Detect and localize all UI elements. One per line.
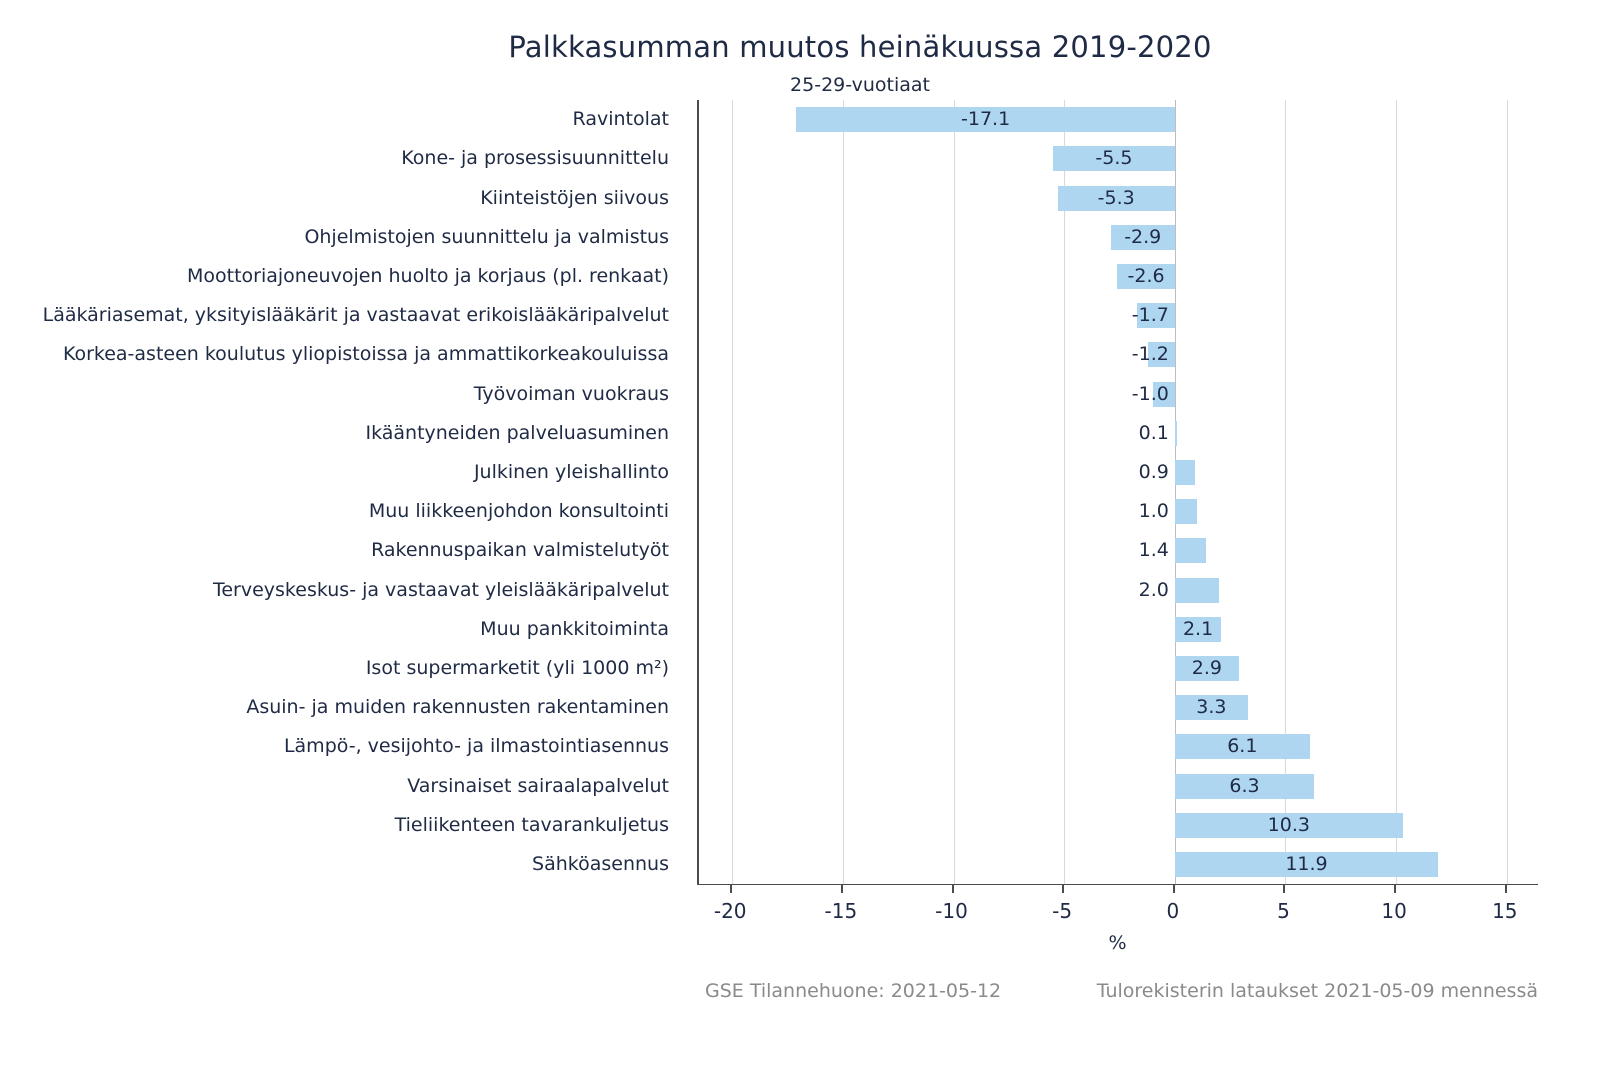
- x-tick-label: 10: [1381, 899, 1407, 923]
- bar-value-label: -1.0: [1131, 382, 1169, 405]
- x-tick--15: [841, 884, 843, 893]
- x-tick--5: [1062, 884, 1064, 893]
- chart-footer: [697, 980, 1538, 1002]
- bar-row: [699, 101, 1538, 138]
- bar-value-label: 2.1: [1182, 617, 1214, 640]
- bar-row: [699, 415, 1538, 452]
- category-label: Isot supermarketit (yli 1000 m²): [365, 656, 669, 679]
- category-label: Julkinen yleishallinto: [473, 460, 669, 483]
- bar-value-label: 0.1: [1138, 421, 1169, 444]
- bar-value-label: 10.3: [1267, 813, 1310, 836]
- bar-row: [699, 297, 1538, 334]
- gridline--10: [954, 100, 955, 884]
- bar-value-label: 3.3: [1196, 696, 1227, 719]
- category-label: Ohjelmistojen suunnittelu ja valmistus: [304, 225, 669, 248]
- x-tick-label: 15: [1492, 899, 1518, 923]
- bar: [1175, 538, 1206, 563]
- x-tick-label: -10: [935, 899, 968, 923]
- bar-row: [699, 336, 1538, 373]
- bar-row: [699, 728, 1538, 765]
- bar-value-label: -2.9: [1124, 225, 1162, 248]
- category-label: Moottoriajoneuvojen huolto ja korjaus (pl. renkaat): [187, 264, 669, 287]
- category-label: Muu pankkitoiminta: [480, 617, 669, 640]
- bar-row: [699, 258, 1538, 295]
- category-label: Kiinteistöjen siivous: [480, 186, 669, 209]
- bar-row: [699, 180, 1538, 217]
- bar-row: [699, 532, 1538, 569]
- bar: [1175, 578, 1219, 603]
- bar-row: [699, 219, 1538, 256]
- x-tick-label: -20: [713, 899, 747, 923]
- bar: [1175, 460, 1195, 485]
- chart-title: Palkkasumman muutos heinäkuussa 2019-2020: [508, 30, 1212, 64]
- bar-value-label: -5.3: [1097, 186, 1135, 209]
- x-tick--10: [952, 884, 954, 893]
- chart-header: [0, 30, 1600, 96]
- gridline-5: [1285, 100, 1286, 884]
- bar-row: [699, 493, 1538, 530]
- x-tick-label: -5: [1052, 899, 1073, 923]
- bar-value-label: -1.7: [1131, 304, 1169, 327]
- footer-source-right: Tulorekisterin lataukset 2021-05-09 mennessä: [1096, 980, 1538, 1002]
- bar-row: [699, 689, 1538, 726]
- gridline--5: [1064, 100, 1065, 884]
- x-axis-line: [697, 884, 1538, 885]
- x-axis-title: %: [1108, 932, 1127, 954]
- x-tick-5: [1283, 884, 1285, 893]
- category-label: Lämpö-, vesijohto- ja ilmastointiasennus: [283, 735, 669, 758]
- category-label: Lääkäriasemat, yksityislääkärit ja vastaavat erikoislääkäripalvelut: [42, 304, 669, 327]
- category-label: Asuin- ja muiden rakennusten rakentaminen: [246, 696, 669, 719]
- x-tick-label: 0: [1166, 899, 1180, 923]
- bar-value-label: 6.3: [1229, 774, 1260, 797]
- bar-row: [699, 846, 1538, 883]
- category-label: Varsinaiset sairaalapalvelut: [407, 774, 669, 797]
- x-tick-10: [1394, 884, 1396, 893]
- category-label: Kone- ja prosessisuunnittelu: [401, 147, 669, 170]
- gridline-10: [1396, 100, 1397, 884]
- gridline-0: [1175, 100, 1176, 884]
- bar-value-label: 1.4: [1138, 539, 1169, 562]
- bar-value-label: 0.9: [1138, 460, 1169, 483]
- gridline-15: [1507, 100, 1508, 884]
- bar-row: [699, 376, 1538, 413]
- category-axis-labels: [0, 100, 683, 884]
- bar-value-label: 2.0: [1138, 578, 1169, 601]
- bar-value-label: -5.5: [1095, 147, 1133, 170]
- gridline--15: [843, 100, 844, 884]
- bar-row: [699, 768, 1538, 805]
- bar-value-label: -1.2: [1131, 343, 1169, 366]
- category-label: Ravintolat: [572, 108, 669, 131]
- x-tick-15: [1505, 884, 1507, 893]
- bar-value-label: 1.0: [1138, 500, 1169, 523]
- bar-value-label: -17.1: [961, 108, 1011, 131]
- chart-subtitle: 25-29-vuotiaat: [790, 74, 930, 96]
- category-label: Ikääntyneiden palveluasuminen: [365, 421, 669, 444]
- category-label: Sähköasennus: [532, 852, 669, 875]
- footer-source-left: GSE Tilannehuone: 2021-05-12: [705, 980, 1002, 1002]
- bar-row: [699, 650, 1538, 687]
- bar-row: [699, 572, 1538, 609]
- bar-row: [699, 454, 1538, 491]
- bar-value-label: 6.1: [1227, 735, 1258, 758]
- bar-value-label: 2.9: [1191, 656, 1223, 679]
- category-label: Muu liikkeenjohdon konsultointi: [368, 500, 669, 523]
- bar: [1175, 499, 1197, 524]
- x-tick-label: 5: [1277, 899, 1290, 923]
- plot-area: [697, 100, 1538, 884]
- bar-value-label: -2.6: [1127, 264, 1165, 287]
- bar: [1175, 421, 1177, 446]
- category-label: Korkea-asteen koulutus yliopistoissa ja ammattikorkeakouluissa: [62, 343, 669, 366]
- category-label: Tieliikenteen tavarankuljetus: [394, 813, 669, 836]
- x-tick-label: -15: [824, 899, 858, 923]
- bar-row: [699, 807, 1538, 844]
- x-tick-0: [1173, 884, 1175, 893]
- gridline--20: [732, 100, 733, 884]
- category-label: Rakennuspaikan valmistelutyöt: [371, 539, 669, 562]
- bar-value-label: 11.9: [1285, 852, 1328, 875]
- bar-row: [699, 140, 1538, 177]
- category-label: Työvoiman vuokraus: [473, 382, 669, 405]
- category-label: Terveyskeskus- ja vastaavat yleislääkäripalvelut: [212, 578, 669, 601]
- bar-row: [699, 611, 1538, 648]
- x-tick--20: [730, 884, 732, 893]
